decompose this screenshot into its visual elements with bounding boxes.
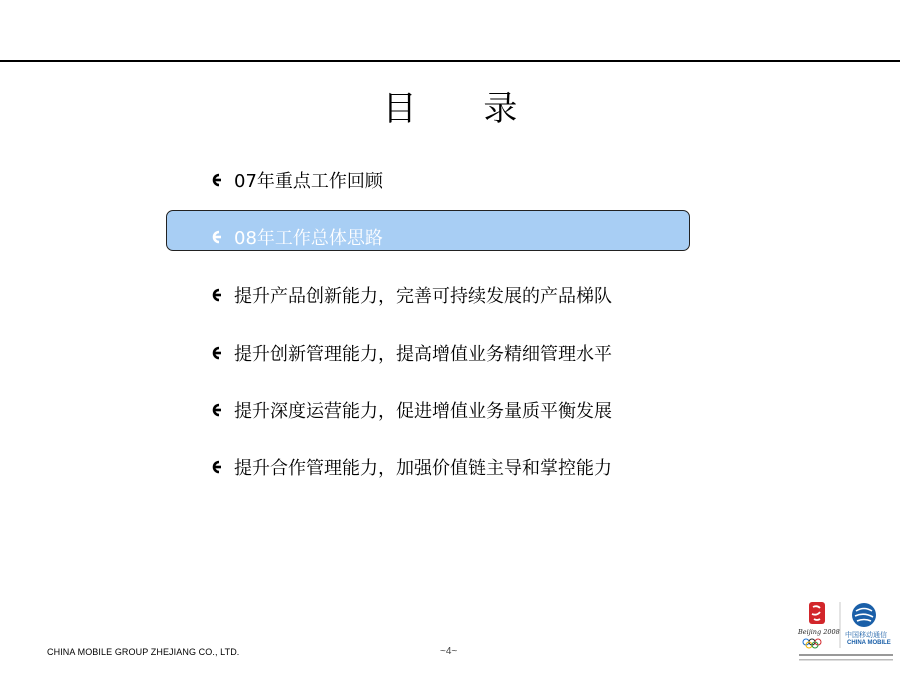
beijing-olympic-logo (797, 602, 840, 648)
footer-company-name: CHINA MOBILE GROUP ZHEJIANG CO., LTD. (47, 647, 240, 657)
logo-area (796, 598, 896, 664)
toc-item-label: 提升深度运营能力，促进增值业务量质平衡发展 (234, 401, 612, 422)
arrow-bullet-icon (206, 227, 226, 247)
toc-item[interactable] (206, 452, 612, 482)
arrow-bullet-icon (206, 170, 226, 190)
toc-item-active[interactable] (206, 222, 383, 252)
arrow-bullet-icon (206, 285, 226, 305)
arrow-bullet-icon (206, 343, 226, 363)
logo-fine-print (799, 659, 893, 661)
olympic-logo-text: Beijing 2008 (798, 628, 840, 636)
china-mobile-en-text: CHINA MOBILE (847, 640, 891, 646)
toc-item-label: 提升创新管理能力，提高增值业务精细管理水平 (234, 344, 612, 365)
toc-item[interactable] (206, 280, 612, 310)
toc-item[interactable] (206, 165, 383, 195)
toc-item-label: 07年重点工作回顾 (234, 171, 383, 192)
arrow-bullet-icon (206, 457, 226, 477)
china-mobile-logo (845, 603, 891, 646)
page-title: 目 录 (382, 89, 546, 129)
toc-item-label: 提升产品创新能力，完善可持续发展的产品梯队 (234, 286, 612, 307)
logo-fine-print (799, 654, 893, 656)
china-mobile-cn-text: 中国移动通信 (845, 631, 887, 639)
toc-item-label: 提升合作管理能力，加强价值链主导和掌控能力 (234, 458, 612, 479)
toc-item[interactable] (206, 338, 612, 368)
toc-item[interactable] (206, 395, 612, 425)
arrow-bullet-icon (206, 400, 226, 420)
page-number: ~4~ (440, 646, 458, 657)
toc-item-label: 08年工作总体思路 (234, 228, 383, 249)
